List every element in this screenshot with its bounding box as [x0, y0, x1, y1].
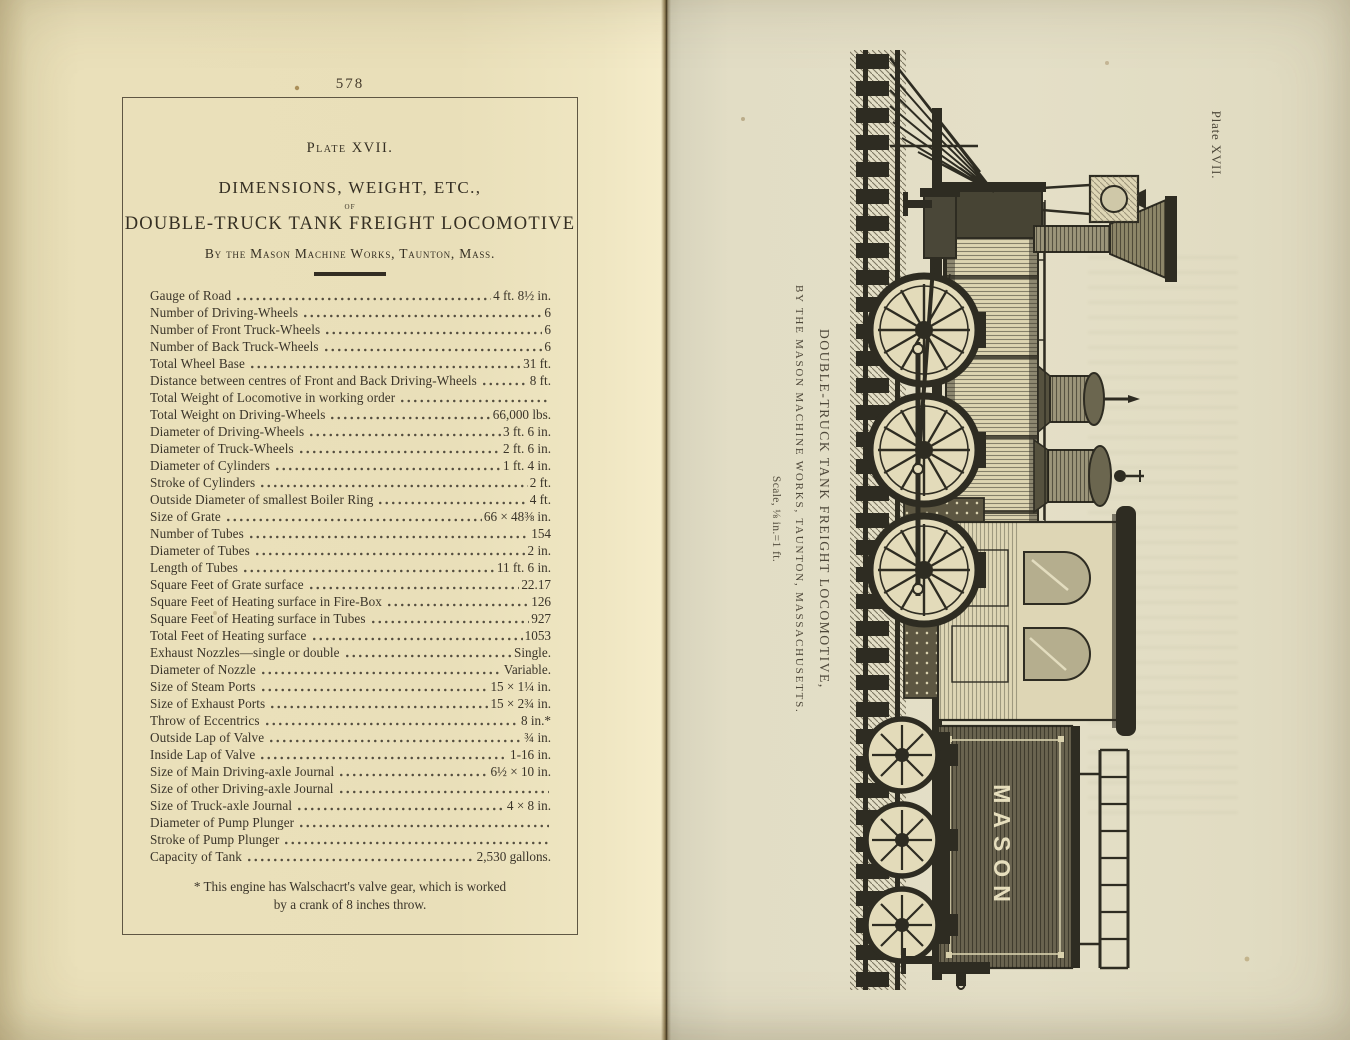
- spec-row: [150, 457, 551, 474]
- spec-value: 1053: [524, 628, 551, 643]
- spec-label: Size of other Driving-axle Journal: [150, 781, 334, 796]
- spec-leader-dots: [244, 848, 475, 865]
- spec-row: [150, 508, 551, 525]
- footnote: [123, 878, 577, 914]
- spec-value: 15 × 1¼ in.: [490, 679, 551, 694]
- spec-row: [150, 644, 551, 661]
- spec-leader-dots: [296, 440, 501, 457]
- spec-value: 3 ft. 6 in.: [503, 424, 551, 439]
- spec-row: [150, 338, 551, 355]
- spec-value: 2 ft.: [529, 475, 551, 490]
- engraving-caption-title: DOUBLE-TRUCK TANK FREIGHT LOCOMOTIVE,: [817, 329, 832, 689]
- spec-label: Size of Truck-axle Journal: [150, 798, 293, 813]
- engraving-caption-scale: Scale, ⅛ in.=1 ft.: [770, 475, 782, 563]
- spec-row: [150, 542, 551, 559]
- spec-row: [150, 321, 551, 338]
- spec-leader-dots: [321, 338, 543, 355]
- spec-leader-dots: [281, 831, 549, 848]
- spec-row: [150, 661, 551, 678]
- spec-label: Throw of Eccentrics: [150, 713, 260, 728]
- spec-row: [150, 695, 551, 712]
- spec-row: [150, 763, 551, 780]
- spec-leader-dots: [258, 661, 502, 678]
- spec-value: 6: [544, 305, 551, 320]
- spec-label: Stroke of Cylinders: [150, 475, 256, 490]
- spec-row: [150, 576, 551, 593]
- spec-row: [150, 831, 551, 848]
- spec-leader-dots: [368, 610, 530, 627]
- spec-row: [150, 678, 551, 695]
- footnote-line-2: by a crank of 8 inches throw.: [273, 897, 427, 912]
- spec-leader-dots: [342, 644, 512, 661]
- spec-leader-dots: [233, 287, 491, 304]
- spec-leader-dots: [294, 797, 505, 814]
- plate-heading: Plate XVII.: [306, 140, 394, 156]
- tank-label: MASON: [989, 784, 1015, 910]
- spec-label: Outside Diameter of smallest Boiler Ring: [150, 492, 374, 507]
- spec-row: [150, 848, 551, 865]
- spec-row: [150, 712, 551, 729]
- spec-value: 2 in.: [527, 543, 551, 558]
- spec-value: Variable.: [503, 662, 551, 677]
- spec-label: Inside Lap of Valve: [150, 747, 256, 762]
- spec-row: [150, 440, 551, 457]
- spec-leader-dots: [375, 491, 527, 508]
- spec-label: Diameter of Tubes: [150, 543, 250, 558]
- spec-row: [150, 627, 551, 644]
- spec-row: [150, 423, 551, 440]
- spec-label: Diameter of Driving-Wheels: [150, 424, 305, 439]
- spec-row: [150, 559, 551, 576]
- spec-value: ¾ in.: [524, 730, 551, 745]
- spec-label: Outside Lap of Valve: [150, 730, 265, 745]
- paper-specks: [0, 0, 2, 2]
- spec-leader-dots: [336, 763, 488, 780]
- spec-leader-dots: [300, 304, 542, 321]
- spec-leader-dots: [306, 576, 520, 593]
- spec-label: Stroke of Pump Plunger: [150, 832, 280, 847]
- spec-leader-dots: [384, 593, 529, 610]
- spec-row: [150, 406, 551, 423]
- side-tank: [938, 726, 1080, 968]
- spec-label: Number of Back Truck-Wheels: [150, 339, 319, 354]
- spec-leader-dots: [479, 372, 528, 389]
- spec-leader-dots: [252, 542, 526, 559]
- spec-value: 8 in.*: [520, 713, 551, 728]
- spec-leader-dots: [322, 321, 542, 338]
- spec-row: [150, 797, 551, 814]
- spec-label: Square Feet of Heating surface in Tubes: [150, 611, 366, 626]
- spec-value: 4 ft.: [529, 492, 551, 507]
- page-number: 578: [335, 76, 365, 92]
- spec-label: Distance between centres of Front and Back Driving-Wheels: [150, 373, 477, 388]
- spec-value: 66,000 lbs.: [492, 407, 551, 422]
- spec-label: Length of Tubes: [150, 560, 238, 575]
- spec-table: [150, 287, 551, 865]
- spec-value: 1 ft. 4 in.: [503, 458, 551, 473]
- spec-leader-dots: [223, 508, 482, 525]
- spec-row: [150, 355, 551, 372]
- spec-label: Total Weight on Driving-Wheels: [150, 407, 326, 422]
- spec-leader-dots: [266, 729, 522, 746]
- spec-label: Number of Front Truck-Wheels: [150, 322, 321, 337]
- spec-leader-dots: [258, 678, 489, 695]
- spec-label: Diameter of Pump Plunger: [150, 815, 295, 830]
- spec-row: [150, 814, 551, 831]
- spec-row: [150, 474, 551, 491]
- spec-label: Size of Main Driving-axle Journal: [150, 764, 335, 779]
- header-rule: [314, 272, 386, 276]
- spec-value: 6½ × 10 in.: [490, 764, 551, 779]
- plate-title-connector: of: [344, 201, 356, 212]
- spec-value: 15 × 2¾ in.: [490, 696, 551, 711]
- plate-margin-label: Plate XVII.: [1209, 110, 1224, 180]
- spec-value: 4 ft. 8½ in.: [493, 288, 551, 303]
- spec-value: 126: [531, 594, 551, 609]
- spec-value: 6: [544, 322, 551, 337]
- spec-row: [150, 610, 551, 627]
- footnote-line-1: * This engine has Walschacrt's valve gear, which is worked: [193, 879, 507, 894]
- spec-value: 2,530 gallons.: [476, 849, 551, 864]
- spec-leader-dots: [257, 746, 508, 763]
- engraving-caption-byline: BY THE MASON MACHINE WORKS, TAUNTON, MASSACHUSETTS.: [793, 285, 805, 714]
- spec-label: Total Weight of Locomotive in working order: [150, 390, 396, 405]
- book-gutter: [661, 0, 671, 1040]
- spec-row: [150, 372, 551, 389]
- steam-dome: [1034, 440, 1144, 512]
- plate-title: DIMENSIONS, WEIGHT, ETC.,: [218, 178, 482, 197]
- spec-label: Diameter of Nozzle: [150, 662, 256, 677]
- spec-label: Size of Grate: [150, 509, 221, 524]
- spec-label: Gauge of Road: [150, 288, 232, 303]
- spec-value: 11 ft. 6 in.: [496, 560, 551, 575]
- plate-border-box: [122, 97, 578, 935]
- roof-ladder: [1080, 750, 1128, 968]
- spec-label: Diameter of Cylinders: [150, 458, 271, 473]
- spec-row: [150, 287, 551, 304]
- spec-label: Size of Exhaust Ports: [150, 696, 266, 711]
- spec-leader-dots: [267, 695, 488, 712]
- spec-leader-dots: [309, 627, 523, 644]
- spec-label: Diameter of Truck-Wheels: [150, 441, 294, 456]
- spec-value: Single.: [514, 645, 551, 660]
- spec-leader-dots: [306, 423, 501, 440]
- spec-leader-dots: [397, 389, 549, 406]
- spec-leader-dots: [272, 457, 501, 474]
- spec-row: [150, 593, 551, 610]
- spec-leader-dots: [262, 712, 519, 729]
- headlamp: [1042, 176, 1146, 222]
- spec-leader-dots: [247, 355, 521, 372]
- spec-row: [150, 729, 551, 746]
- spec-label: Total Feet of Heating surface: [150, 628, 307, 643]
- spec-label: Total Wheel Base: [150, 356, 245, 371]
- spec-leader-dots: [240, 559, 495, 576]
- spec-leader-dots: [246, 525, 529, 542]
- rear-truck: [866, 719, 958, 961]
- plate-subject: DOUBLE-TRUCK TANK FREIGHT LOCOMOTIVE: [124, 214, 576, 234]
- spec-value: 2 ft. 6 in.: [503, 441, 551, 456]
- spec-leader-dots: [336, 780, 549, 797]
- spec-label: Exhaust Nozzles—single or double: [150, 645, 340, 660]
- spec-value: 22.17: [521, 577, 551, 592]
- spec-row: [150, 780, 551, 797]
- spec-value: 8 ft.: [529, 373, 551, 388]
- spec-value: 6: [544, 339, 551, 354]
- spec-label: Number of Tubes: [150, 526, 244, 541]
- spec-leader-dots: [327, 406, 490, 423]
- spec-label: Capacity of Tank: [150, 849, 242, 864]
- spec-value: 927: [531, 611, 551, 626]
- spec-leader-dots: [296, 814, 549, 831]
- locomotive-engraving: [850, 50, 1190, 990]
- spec-row: [150, 491, 551, 508]
- spec-label: Square Feet of Heating surface in Fire-Box: [150, 594, 382, 609]
- spec-row: [150, 304, 551, 321]
- spec-label: Number of Driving-Wheels: [150, 305, 299, 320]
- spec-row: [150, 525, 551, 542]
- sand-dome: [1038, 366, 1140, 432]
- spec-value: 154: [531, 526, 551, 541]
- spec-value: 1-16 in.: [509, 747, 551, 762]
- spec-value: 31 ft.: [523, 356, 551, 371]
- spec-label: Square Feet of Grate surface: [150, 577, 304, 592]
- driving-wheels: [870, 268, 986, 624]
- plate-byline: By the Mason Machine Works, Taunton, Mass.: [204, 246, 496, 261]
- spec-row: [150, 746, 551, 763]
- spec-row: [150, 389, 551, 406]
- spec-leader-dots: [257, 474, 528, 491]
- spec-value: 66 × 48⅜ in.: [483, 509, 551, 524]
- spec-value: 4 × 8 in.: [506, 798, 551, 813]
- spec-label: Size of Steam Ports: [150, 679, 256, 694]
